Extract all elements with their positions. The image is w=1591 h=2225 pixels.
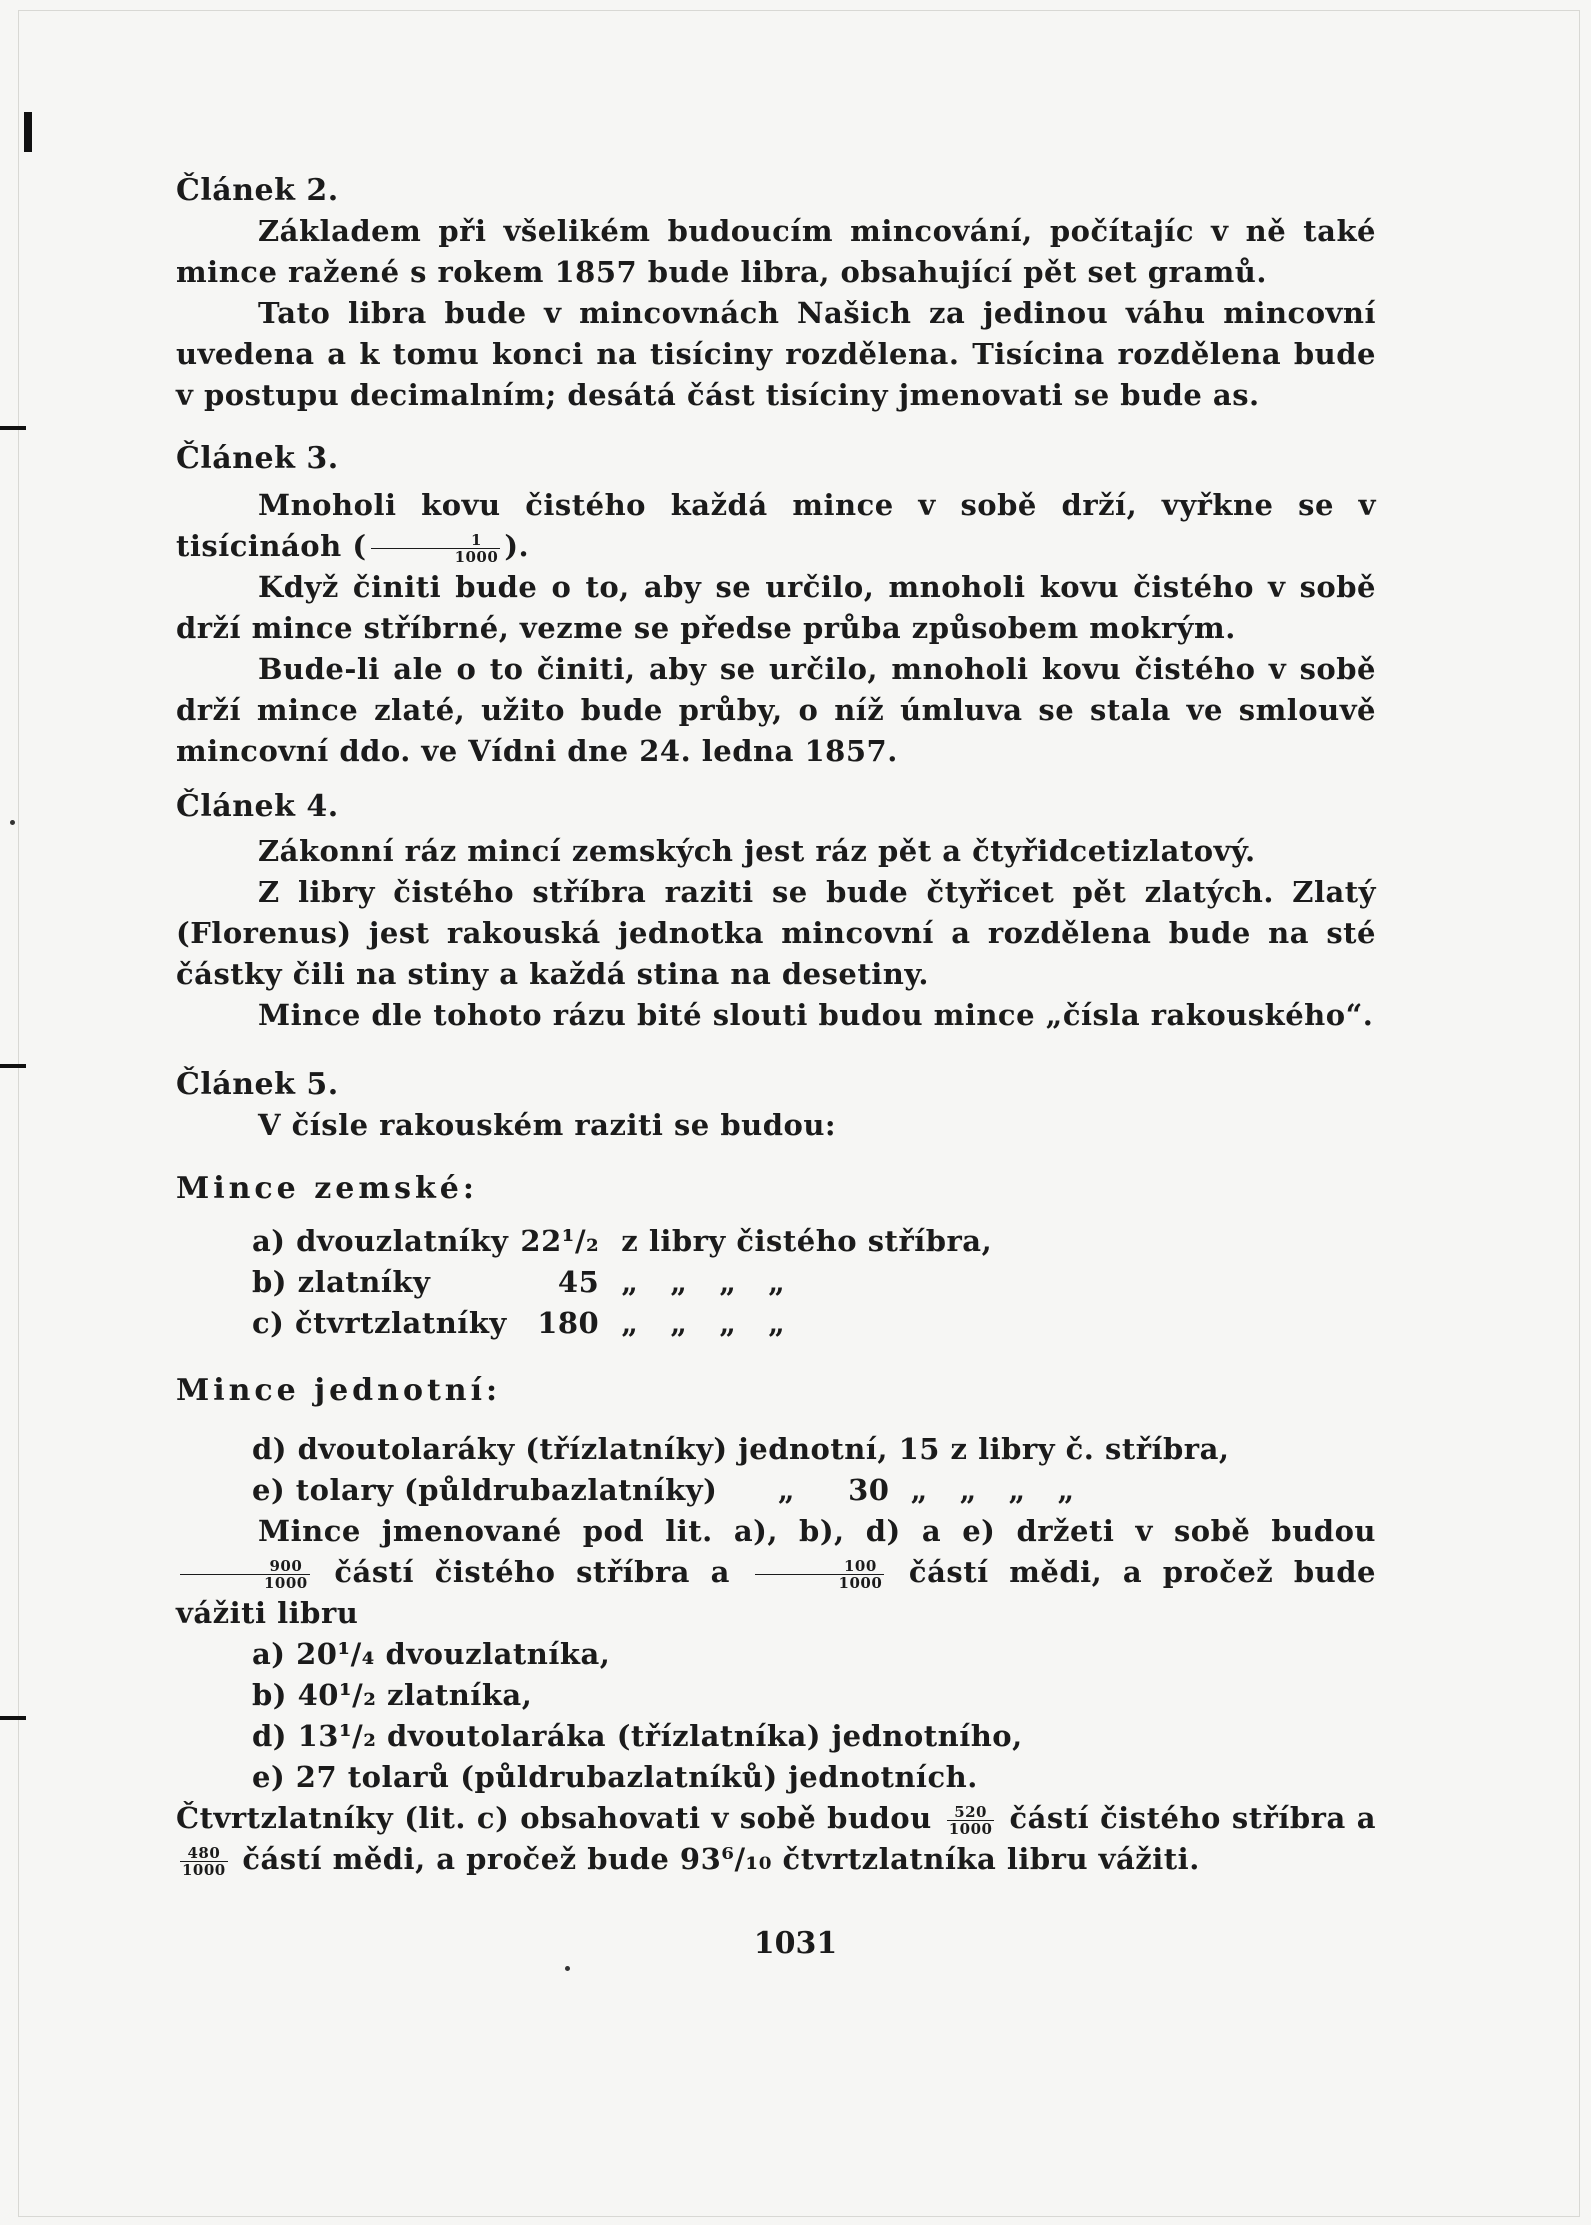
article-4-paragraph-2: Z libry čistého stříbra raziti se bude čtyřicet pět zlatých. Zlatý (Florenus) jest rakouská jednotka mincovní a rozdělena bude na sté částky čili na stiny a každá stina na desetiny. [176, 875, 1376, 991]
article-3-paragraph-2: Když činiti bude o to, aby se určilo, mnoholi kovu čistého v sobě drží mince stříbrné, vezme se předse průba způsobem mokrým. [176, 570, 1376, 645]
article-2-paragraph-1: Základem při všelikém budoucím mincování, počítajíc v ně také mince ražené s rokem 1857 bude libra, obsahující pět set gramů. [176, 214, 1376, 289]
binding-mark [0, 1064, 26, 1068]
fraction-100-1000: $\frac{100}{1000}$ [755, 1558, 885, 1591]
binding-mark [0, 426, 26, 430]
binding-mark [24, 112, 32, 152]
union-coin-e: e) tolary (půldrubazlatníky) „ 30 „ „ „ „ [252, 1473, 1075, 1507]
article-2-heading: Článek 2. [176, 173, 339, 208]
article-4-paragraph-3: Mince dle tohoto rázu bité slouti budou mince „čísla rakouského“. [258, 998, 1374, 1032]
union-coins-heading: Mince jednotní: [176, 1373, 502, 1408]
article-4-paragraph-1: Zákonní ráz mincí zemských jest ráz pět a čtyřidcetizlatový. [258, 834, 1256, 868]
quarter-florin-paragraph: Čtvrtzlatníky (lit. c) obsahovati v sobě budou $\frac{520}{1000}$ částí čistého stříbra a $\frac{480}{1000}$ částí mědi, a pročež bude 93⁶/₁₀ čtvrtzlatníka libru vážiti. [176, 1801, 1376, 1879]
speck [565, 1966, 570, 1971]
speck [10, 820, 15, 825]
weight-item: a) 20¹/₄ dvouzlatníka, [252, 1637, 611, 1671]
binding-mark [0, 1716, 26, 1720]
document-body [176, 170, 1376, 1880]
table-row: b) zlatníky 45 „ „ „ „ [252, 1265, 786, 1299]
fraction-1-1000: $\frac{1}{1000}$ [371, 532, 501, 565]
article-3-heading: Článek 3. [176, 441, 339, 476]
article-3-paragraph-3: Bude-li ale o to činiti, aby se určilo, mnoholi kovu čistého v sobě drží mince zlaté, užito bude průby, o níž úmluva se stala ve smlouvě mincovní ddo. ve Vídni dne 24. ledna 1857. [176, 652, 1376, 768]
fraction-520-1000: $\frac{520}{1000}$ [948, 1802, 993, 1838]
fraction-480-1000: $\frac{480}{1000}$ [182, 1843, 226, 1879]
union-coin-d: d) dvoutolaráky (třízlatníky) jednotní, 15 z libry č. stříbra, [252, 1432, 1230, 1466]
land-coins-heading: Mince zemské: [176, 1171, 478, 1206]
weight-item: b) 40¹/₂ zlatníka, [252, 1678, 533, 1712]
article-4-heading: Článek 4. [176, 789, 339, 824]
article-5-heading: Článek 5. [176, 1067, 339, 1102]
table-row: a) dvouzlatníky 22¹/₂ z libry čistého stříbra, [252, 1224, 993, 1258]
weight-item: e) 27 tolarů (půldrubazlatníků) jednotních. [252, 1760, 978, 1794]
land-coins-table [252, 1221, 1004, 1344]
article-5-intro: V čísle rakouském raziti se budou: [258, 1108, 837, 1142]
article-2-paragraph-2: Tato libra bude v mincovnách Našich za jedinou váhu mincovní uvedena a k tomu konci na tisíciny rozdělena. Tisícina rozdělena bude v postupu decimalním; desátá část tisíciny jmenovati se bude as. [176, 296, 1376, 412]
article-3-paragraph-1: Mnoholi kovu čistého každá mince v sobě drží, vyřkne se v tisícináoh ( $\frac{1}{1000}$ ). [176, 488, 1376, 566]
weight-item: d) 13¹/₂ dvoutolaráka (třízlatníka) jednotního, [252, 1719, 1023, 1753]
fraction-900-1000: $\frac{900}{1000}$ [180, 1558, 310, 1591]
page-number: 1031 [753, 1926, 838, 1961]
fineness-paragraph: Mince jmenované pod lit. a), b), d) a e) držeti v sobě budou $\frac{900}{1000}$ částí čistého stříbra a $\frac{100}{1000}$ částí mědi, a pročež bude vážiti libru [176, 1514, 1376, 1630]
table-row: c) čtvrtzlatníky 180 „ „ „ „ [252, 1306, 786, 1340]
